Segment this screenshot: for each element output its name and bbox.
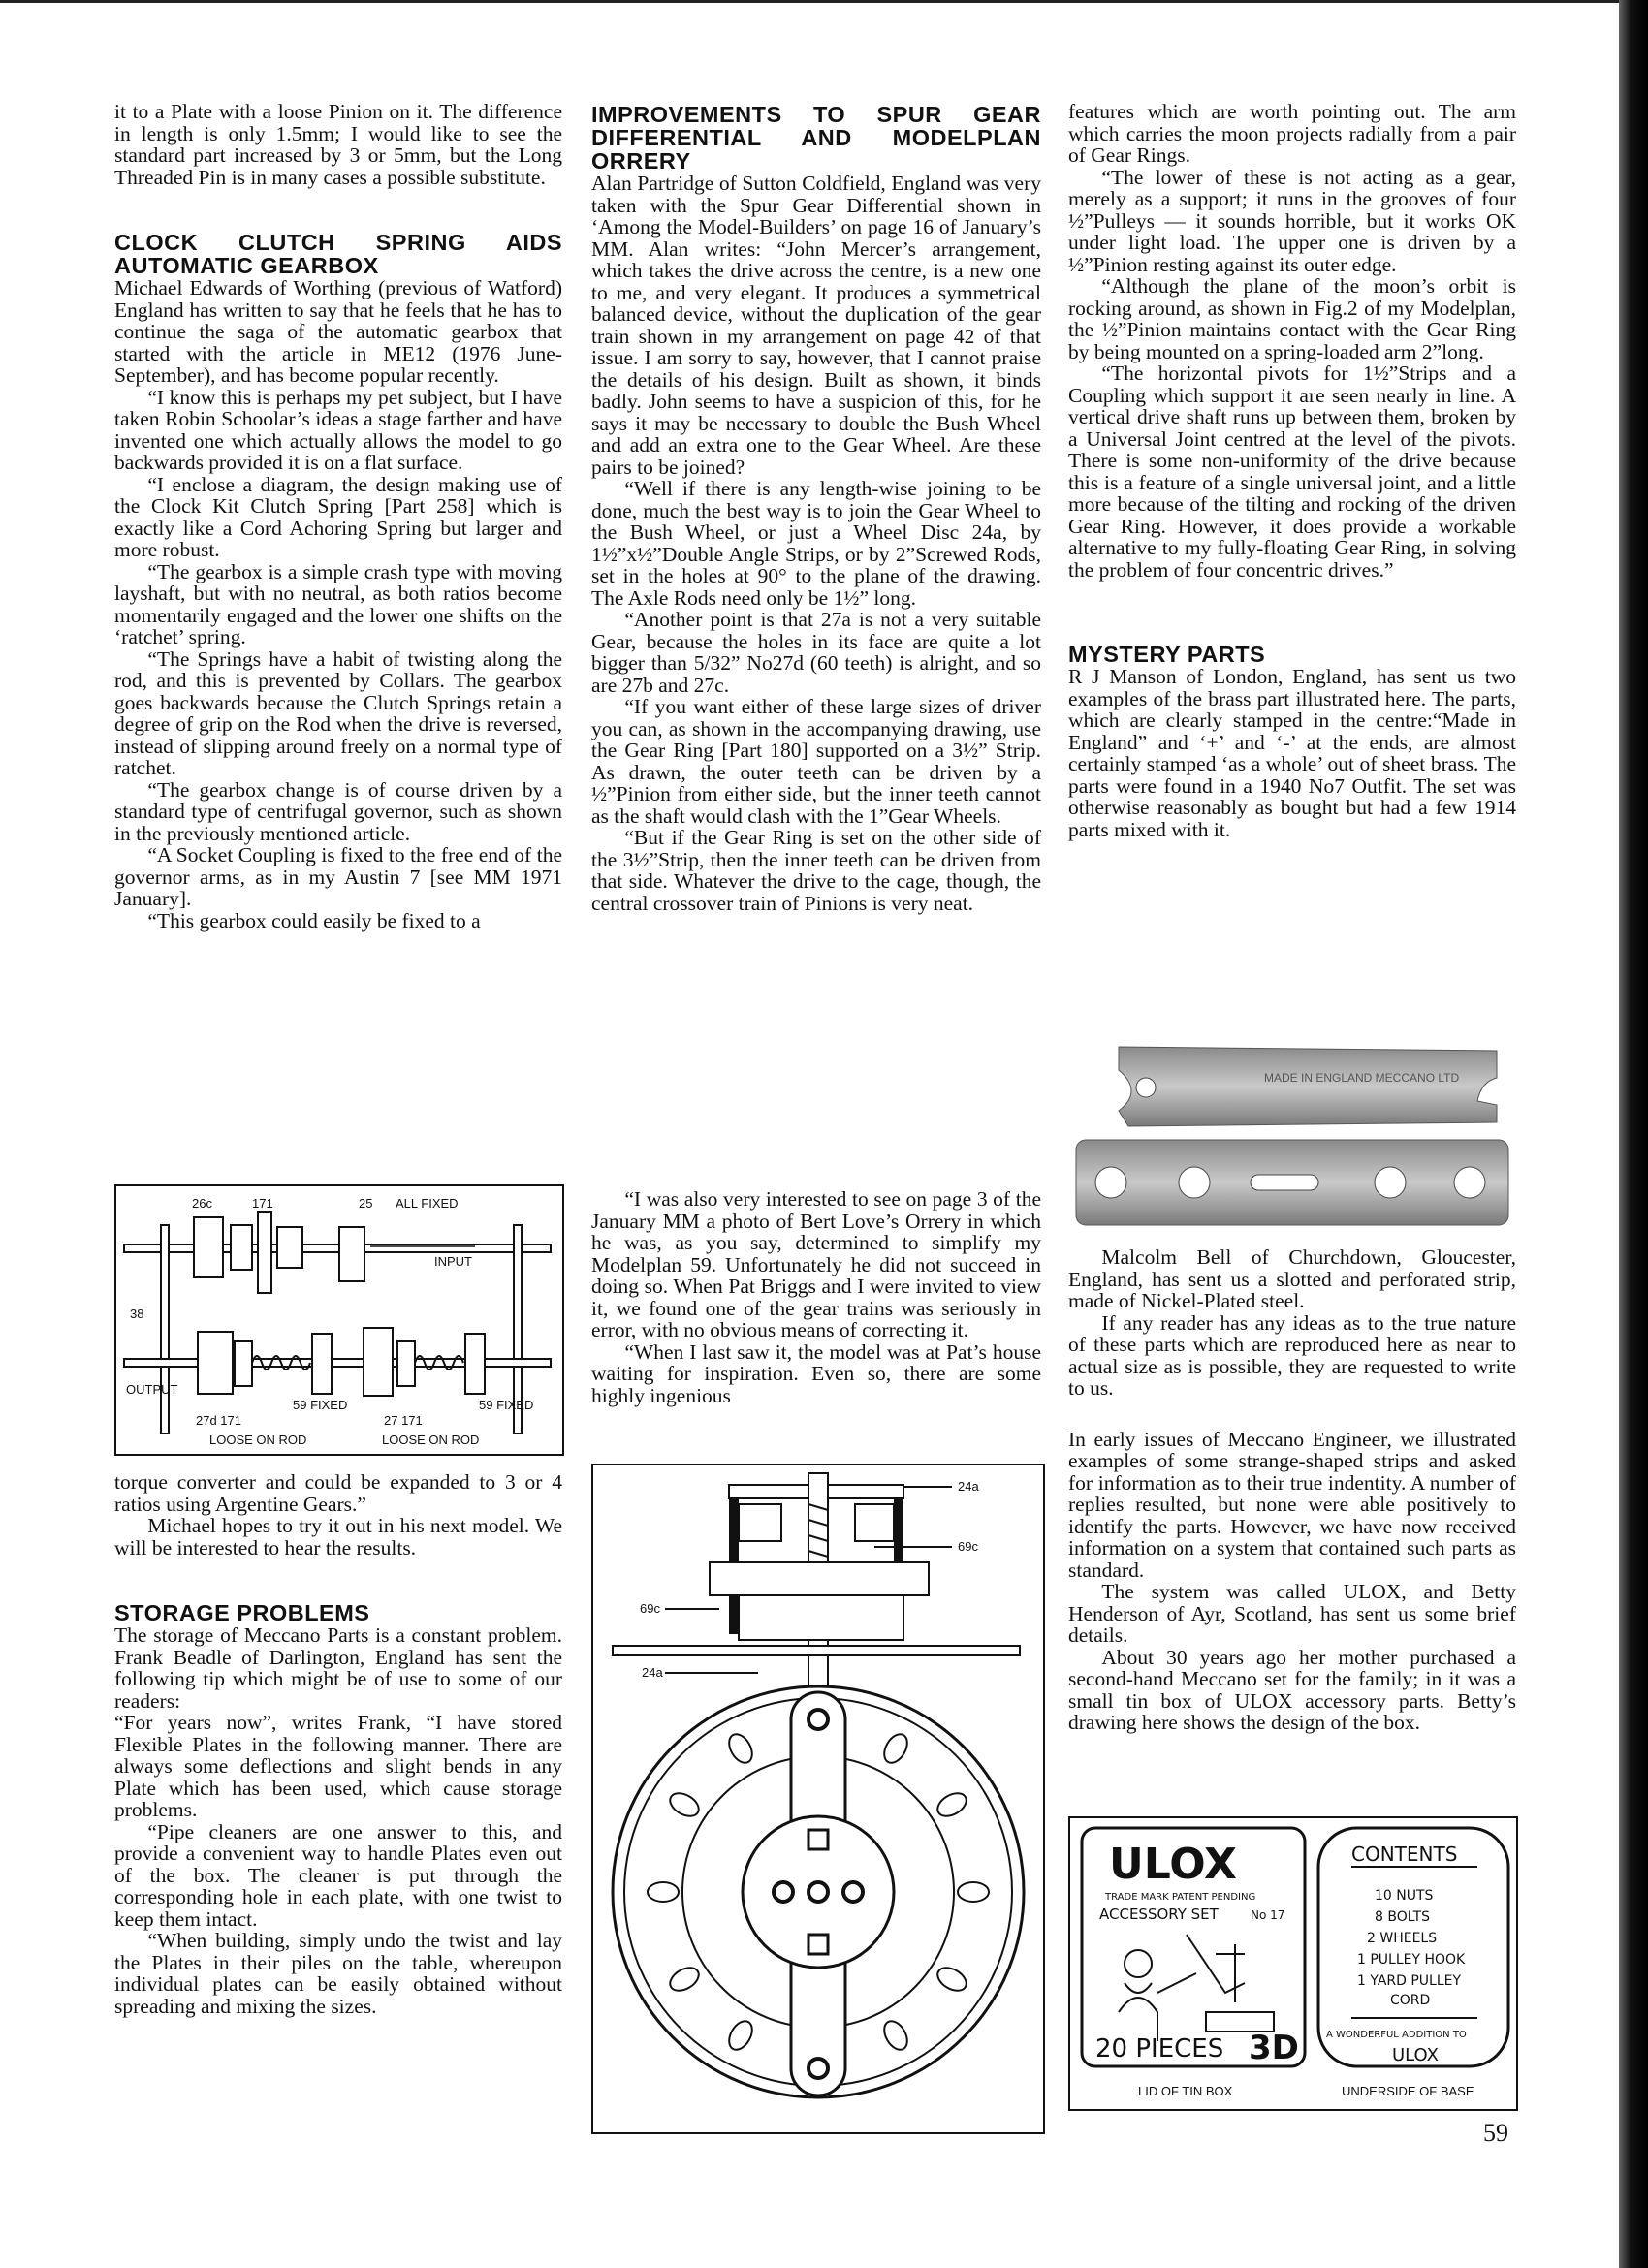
heading-spur-gear: IMPROVEMENTS TO SPUR GEAR DIFFERENTIAL AND MODELPLAN ORRERY [591,102,1041,173]
heading-mystery-parts: MYSTERY PARTS [1068,642,1266,667]
paragraph: it to a Plate with a loose Pinion on it. The difference in length is only 1.5mm; I would like to see the standard part increased by 3 or 5mm, but the Long Threaded Pin is in many cases a possible substitute. [114,100,562,189]
label-loose-on-rod: LOOSE ON ROD [382,1433,480,1447]
label-output: OUTPUT [126,1382,178,1397]
contents-item: CORD [1390,1993,1431,2008]
label-27d-171: 27d 171 [196,1413,241,1428]
paragraph: “When building, simply undo the twist and lay the Plates in their piles on the table, whereupon individual plates can be easily obtained without spreading and mixing the sizes. [114,1929,562,2018]
label-24a: 24a [958,1479,979,1494]
paragraph: “A Socket Coupling is fixed to the free end of the governor arms, as in my Austin 7 [see MM 1971 January]. [114,843,562,910]
label-24a: 24a [642,1665,663,1680]
set-number: No 17 [1251,1908,1285,1922]
paragraph: “I know this is perhaps my pet subject, but I have taken Robin Schoolar’s ideas a stage farther and have invented one which actually allows the model to go backwards provided it is on a flat surface. [114,385,562,474]
label-69c: 69c [640,1601,660,1616]
column-3-top [1068,101,1516,840]
paragraph: “But if the Gear Ring is set on the other side of the 3½”Strip, then the inner teeth can be driven from that side. Whatever the drive to the cage, though, the central crossover train of Pinions is very neat. [591,826,1041,915]
contents-item: 2 WHEELS [1367,1931,1438,1946]
paragraph: “If you want either of these large sizes of driver you can, as shown in the accompanying drawing, use the Gear Ring [Part 180] supported on a 3½” Strip. As drawn, the outer teeth can be driven by a ½”Pinion from either side, but the inner teeth cannot as the shaft would clash with the 1”Gear Wheels. [591,695,1041,828]
caption-base: UNDERSIDE OF BASE [1342,2084,1474,2098]
paragraph: “I enclose a diagram, the design making use of the Clock Kit Clutch Spring [Part 258] which is exactly like a Cord Achoring Spring but larger and more robust. [114,472,562,561]
paragraph: “The lower of these is not acting as a gear, merely as a support; it runs in the grooves of four ½”Pulleys — it sounds horrible, but it works OK under light load. The upper one is driven by a ½”Pinion resting against its outer edge. [1068,165,1516,276]
pieces-count: 20 PIECES [1095,2034,1224,2063]
label-26c: 26c [192,1196,212,1211]
page-top-edge [0,0,1629,3]
label-59-fixed: 59 FIXED [293,1398,348,1412]
column-3-middle [1068,1246,1516,1734]
column-1-top [114,101,562,931]
binding-shadow [1619,0,1648,2268]
label-38: 38 [130,1307,144,1321]
paragraph: R J Manson of London, England, has sent us two examples of the brass part illustrated here. The parts, which are clearly stamped in the centre:“Made in England” and ‘+’ and ‘-’ at the ends, are almost certainly stamped ‘as a whole’ out of sheet brass. The parts were found in a 1940 No7 Outfit. The set was otherwise reasonably as bought but had a few 1914 parts mixed with it. [1068,665,1516,841]
caption-lid: LID OF TIN BOX [1138,2084,1233,2098]
paragraph: In early issues of Meccano Engineer, we illustrated examples of some strange-shaped strips and asked for information as to their true indentity. A number of replies resulted, but none were able positively to identify the parts. However, we have now received information on a system that contained such parts as standard. [1068,1427,1516,1582]
price-text: 3D [1249,2029,1299,2067]
ulox-logo: ULOX [1109,1840,1237,1889]
paragraph: Michael hopes to try it out in his next model. We will be interested to hear the results. [114,1514,562,1559]
page-number: 59 [1483,2119,1508,2147]
label-loose-on-rod: LOOSE ON ROD [209,1433,307,1447]
paragraph: “Although the plane of the moon’s orbit is rocking around, as shown in Fig.2 of my Modelplan, the ½”Pinion maintains contact with the Gear Ring by being mounted on a spring-loaded arm 2”long. [1068,274,1516,363]
paragraph: “Well if there is any length-wise joining to be done, much the best way is to join the Gear Wheel to the Bush Wheel, or just a Wheel Disc 24a, by 1½”x½”Double Angle Strips, or by 2”Screwed Rods, set in the holes at 90° to the plane of the drawing. The Axle Rods need only be 1½” long. [591,477,1041,610]
part-stamp-text: MADE IN ENGLAND MECCANO LTD [1264,1071,1460,1085]
paragraph: “This gearbox could easily be fixed to a [147,908,481,932]
trademark-text: TRADE MARK PATENT PENDING [1105,1892,1256,1903]
paragraph: Malcolm Bell of Churchdown, Gloucester, England, has sent us a slotted and perforated strip, made of Nickel-Plated steel. [1068,1245,1516,1312]
contents-item: 1 YARD PULLEY [1357,1973,1462,1989]
label-25: 25 [359,1196,373,1211]
heading-storage-problems: STORAGE PROBLEMS [114,1600,370,1625]
paragraph: Alan Partridge of Sutton Coldfield, England was very taken with the Spur Gear Differential shown in ‘Among the Model-Builders’ on page 16 of January’s MM. Alan writes: “John Mercer’s arrangement, which takes the drive across the centre, is a new one to me, and very elegant. It produces a symmetrical balanced device, without the duplication of the gear train shown in my arrangement on page 42 of that issue. I am sorry to say, however, that I cannot praise the details of his design. Built as shown, it binds badly. John seems to have a suspicion of this, for he says it may be necessary to double the Bush Wheel and add an extra one to the Gear Wheel. Are these pairs to be joined? [591,172,1041,479]
label-all-fixed: ALL FIXED [396,1196,459,1211]
label-input: INPUT [434,1254,472,1269]
paragraph: torque converter and could be expanded to 3 or 4 ratios using Argentine Gears.” [114,1470,562,1516]
contents-item: 1 PULLEY HOOK [1357,1952,1466,1968]
accessory-set-text: ACCESSORY SET [1099,1906,1219,1923]
paragraph: “Another point is that 27a is not a very suitable Gear, because the holes in its face are quite a lot bigger than 5/32” No27d (60 teeth) is alright, and so are 27b and 27c. [591,608,1041,697]
label-171: 171 [252,1196,273,1211]
paragraph: The system was called ULOX, and Betty Henderson of Ayr, Scotland, has sent us some brief details. [1068,1580,1516,1647]
mystery-parts-photo [1070,1033,1516,1235]
paragraph: “The gearbox change is of course driven by a standard type of centrifugal governor, such as shown in the previously mentioned article. [114,777,562,845]
gearbox-diagram [114,1184,564,1456]
label-69c: 69c [958,1539,978,1554]
contents-item: 8 BOLTS [1375,1909,1431,1925]
column-1-bottom [114,1471,562,2017]
paragraph: “For years now”, writes Frank, “I have stored Flexible Plates in the following manner. There are always some deflections and slight bends in any Plate which has been used, which cause storage problems. [114,1711,562,1821]
paragraph: The storage of Meccano Parts is a constant problem. Frank Beadle of Darlington, England has sent the following tip which might be of use to some of our readers: [114,1623,562,1713]
paragraph: Michael Edwards of Worthing (previous of Watford) England has written to say that he feels that he has to continue the saga of the automatic gearbox that started with the article in ME12 (1976 June-September), and has become popular recently. [114,276,562,387]
paragraph: “I was also very interested to see on page 3 of the January MM a photo of Bert Love’s Orrery in which he was, as you say, determined to simplify my Modelplan 59. Unfortunately he did not succeed in doing so. When Pat Briggs and I were invited to view it, we found one of the gear trains was seriously in error, with no obvious means of correcting it. [591,1187,1041,1341]
ulox-box-drawing [1068,1816,1518,2111]
column-2-middle [591,1188,1041,1406]
column-2-top [591,103,1041,914]
paragraph: “The gearbox is a simple crash type with moving layshaft, but with no neutral, as both ratios become momentarily engaged and the lower one shifts on the ‘ratchet’ spring. [114,559,562,648]
paragraph: “Pipe cleaners are one answer to this, and provide a convenient way to handle Plates even out of the box. The cleaner is put through the corresponding hole in each plate, with one twist to keep them intact. [114,1819,562,1931]
paragraph: “The Springs have a habit of twisting along the rod, and this is prevented by Collars. The gearbox goes backwards because the Clutch Springs retain a degree of grip on the Rod when the drive is reversed, instead of slipping around freely on a normal type of ratchet. [114,646,562,779]
footer-text: A WONDERFUL ADDITION TO [1326,2030,1467,2040]
paragraph: About 30 years ago her mother purchased a second-hand Meccano set for the family; in it was a small tin box of ULOX accessory parts. Betty’s drawing here shows the design of the box. [1068,1645,1516,1734]
label-59-fixed: 59 FIXED [479,1398,534,1412]
heading-clock-clutch: CLOCK CLUTCH SPRING AIDS AUTOMATIC GEARBOX [114,230,562,278]
paragraph: “When I last saw it, the model was at Pat’s house waiting for inspiration. Even so, there are some highly ingenious [591,1339,1041,1407]
paragraph: features which are worth pointing out. The arm which carries the moon projects radially from a pair of Gear Rings. [1068,100,1516,167]
orrery-diagram [591,1464,1045,2134]
label-27-171: 27 171 [384,1413,423,1428]
contents-item: 10 NUTS [1375,1888,1434,1904]
paragraph: “The horizontal pivots for 1½”Strips and a Coupling which support it are seen nearly in line. A vertical drive shaft runs up between them, broken by a Universal Joint centred at the level of the pivots. There is some non-uniformity of the drive because this is a feature of a single universal joint, and a little more because of the tilting and rocking of the driven Gear Ring. However, it does provide a workable alternative to my fully-floating Gear Ring, in solving the problem of four concentric drives.” [1068,362,1516,582]
contents-title: CONTENTS [1351,1843,1458,1866]
paragraph: If any reader has any ideas as to the true nature of these parts which are reproduced here as near to actual size as is possible, they are requested to write to us. [1068,1310,1516,1400]
footer-ulox: ULOX [1392,2045,1439,2065]
